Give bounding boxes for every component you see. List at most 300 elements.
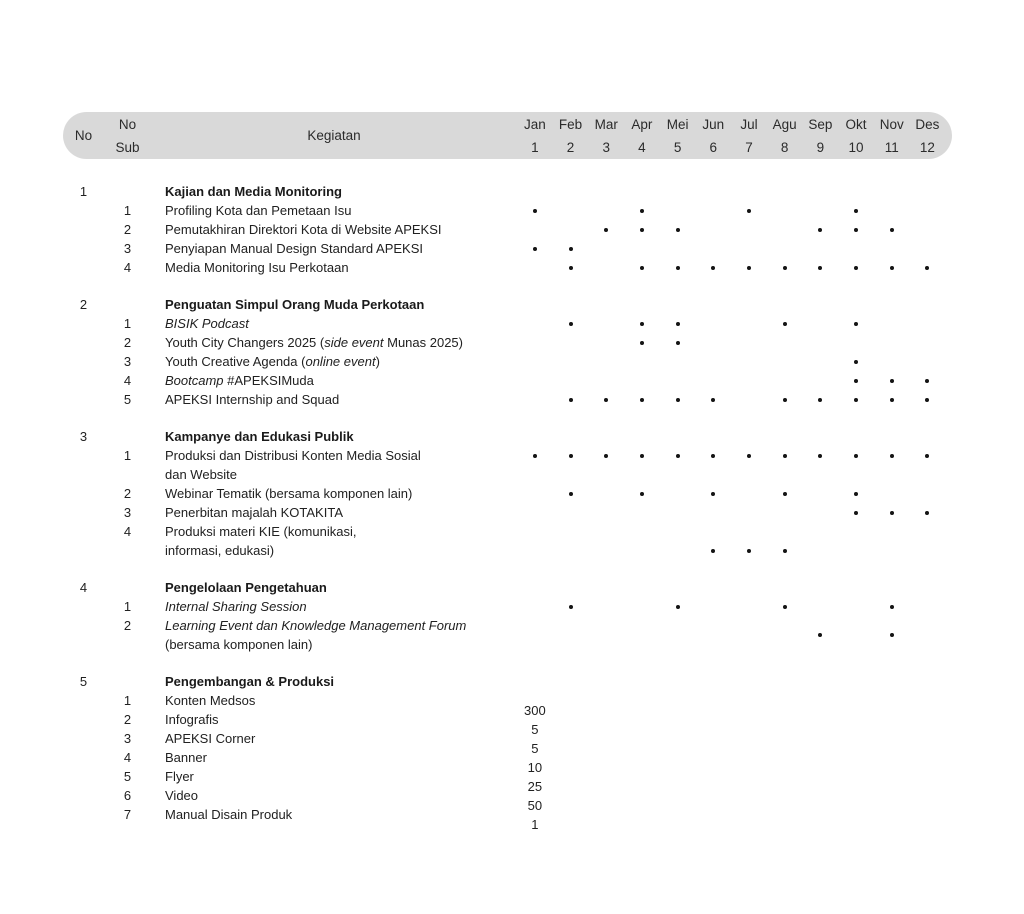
month-cell [660,239,696,258]
activity-sub-number: 1 [123,203,132,218]
month-number: 6 [709,139,718,155]
activity-label-line [165,484,517,503]
section-sub-spacer [104,182,151,201]
activity-no-spacer [63,597,104,616]
activity-label [151,484,517,503]
month-cell [517,258,553,277]
schedule-dot [854,209,858,213]
schedule-dot [747,549,751,553]
schedule-dot [569,247,573,251]
month-cell [803,729,839,748]
month-cell [517,314,553,333]
month-cell [553,371,589,390]
section-title: Kampanye dan Edukasi Publik [165,429,354,444]
month-cell [803,314,839,333]
month-cell [553,691,589,710]
activity-label-line [165,333,517,352]
month-cell [910,258,946,277]
section [63,672,952,832]
column-header-kegiatan: Kegiatan [307,128,361,143]
month-column-header [553,113,589,159]
schedule-dot [569,605,573,609]
section-sub-spacer [104,578,151,597]
month-cell [838,314,874,333]
month-cell [660,503,696,522]
month-cell [588,522,624,560]
schedule-dot [747,266,751,270]
month-cell [767,597,803,616]
month-cell [660,786,696,805]
month-cell [553,729,589,748]
month-name: Apr [631,116,653,132]
activity-label-line [165,220,517,239]
month-cell [767,446,803,484]
section-number: 3 [79,429,88,444]
month-cell [767,220,803,239]
activity-row [63,616,952,654]
month-cell [624,597,660,616]
month-cell [624,710,660,729]
month-name: Des [915,116,940,132]
month-cell [553,710,589,729]
activity-label [151,258,517,277]
schedule-dot [783,266,787,270]
month-cell [731,352,767,371]
month-cell [838,597,874,616]
month-cell [731,786,767,805]
month-cell [731,333,767,352]
month-cell [731,220,767,239]
month-cell [660,371,696,390]
month-cell [660,220,696,239]
month-cell [731,691,767,710]
month-cell [767,201,803,220]
month-cell [803,786,839,805]
month-cell [517,729,553,756]
activity-no-spacer [63,352,104,371]
month-cell [695,710,731,729]
activity-label [151,748,517,767]
month-cell [874,390,910,409]
activity-label [151,220,517,239]
activity-row [63,729,952,756]
activity-label-text: Penerbitan majalah KOTAKITA [165,505,343,520]
activity-row [63,503,952,522]
schedule-dot [854,492,858,496]
month-cell [767,748,803,767]
month-cell [553,258,589,277]
month-cell [695,333,731,352]
month-cell [731,258,767,277]
month-name: Jul [740,116,758,132]
schedule-dot [783,454,787,458]
month-cell [731,201,767,220]
month-cell [767,805,803,824]
schedule-dot [640,266,644,270]
activity-no-spacer [63,522,104,560]
month-cell [838,446,874,484]
month-cell [874,201,910,220]
schedule-dot [925,379,929,383]
month-cell [553,390,589,409]
section-header-row [63,295,952,314]
month-cell [803,767,839,786]
schedule-dot [818,398,822,402]
table-body [63,182,952,842]
activity-row [63,239,952,258]
activity-no-spacer [63,691,104,710]
schedule-dot [747,454,751,458]
month-cell [588,390,624,409]
month-cell [517,201,553,220]
activity-label-line [165,767,517,786]
month-cell [874,258,910,277]
activity-label-line [165,258,517,277]
month-cell [660,710,696,729]
quantity-value: 300 [523,703,546,718]
activity-label-line [165,371,517,390]
table-header-row [63,112,952,159]
schedule-dot [818,228,822,232]
month-cell [838,691,874,710]
month-column-header [731,113,767,159]
month-cell [695,314,731,333]
month-cell [874,691,910,710]
month-number: 10 [848,139,864,155]
month-cell [838,333,874,352]
activity-sub-number: 3 [123,731,132,746]
section-number: 5 [79,674,88,689]
month-cell [838,503,874,522]
month-cell [910,522,946,560]
activity-row [63,767,952,794]
activity-sub-number: 2 [123,712,132,727]
month-cell [874,446,910,484]
activity-sub-number: 4 [123,373,132,388]
month-name: Sep [808,116,833,132]
month-cell [731,729,767,748]
month-cell [660,446,696,484]
schedule-dot [711,454,715,458]
activity-row [63,446,952,484]
month-cell [588,691,624,710]
activity-label [151,446,517,484]
month-number: 7 [745,139,753,155]
activity-sub-number: 3 [123,354,132,369]
activity-label-line [165,805,517,824]
month-number: 5 [673,139,682,155]
month-cell [553,446,589,484]
month-cell [838,729,874,748]
month-cell [910,333,946,352]
month-cell [660,805,696,824]
column-header-no-sub-line: Sub [115,139,140,155]
month-cell [767,710,803,729]
month-column-header [838,113,874,159]
activity-label-text: (bersama komponen lain) [165,637,313,652]
month-column-header [910,113,946,159]
activity-sub-number: 4 [123,524,132,539]
month-cell [695,484,731,503]
month-cell [910,314,946,333]
schedule-dot [569,266,573,270]
activity-label-line [165,465,517,484]
month-cell [838,805,874,824]
month-cell [553,522,589,560]
month-cell [767,371,803,390]
month-cell [695,503,731,522]
month-name: Okt [845,116,867,132]
month-name: Jan [523,116,546,132]
month-cell [517,484,553,503]
activity-sub-number: 1 [123,599,132,614]
month-cell [910,710,946,729]
section-header-row [63,672,952,691]
activity-label [151,371,517,390]
schedule-dot [533,209,537,213]
month-cell [588,767,624,786]
activity-label-line [165,446,517,465]
month-cell [588,446,624,484]
month-cell [588,786,624,805]
month-cell [517,786,553,813]
month-cell [874,748,910,767]
activity-row [63,352,952,371]
schedule-dot [925,398,929,402]
column-header-no: No [74,128,93,143]
month-cell [803,484,839,503]
month-cell [838,201,874,220]
month-cell [624,748,660,767]
section-sub-spacer [104,295,151,314]
section-title: Pengembangan & Produksi [165,674,335,689]
schedule-dot [569,454,573,458]
activity-row [63,786,952,813]
activity-label-text: informasi, edukasi) [165,543,275,558]
activity-label-text: Bootcamp [165,373,224,388]
month-cell [624,258,660,277]
activity-row [63,333,952,352]
activity-no-spacer [63,786,104,805]
month-cell [803,258,839,277]
schedule-dot [569,492,573,496]
activity-sub-number: 7 [123,807,132,822]
month-cell [767,352,803,371]
month-cell [767,691,803,710]
schedule-dot [854,228,858,232]
activity-label-text: Learning Event dan Knowledge Management Forum [165,618,467,633]
activity-label-text: Webinar Tematik (bersama komponen lain) [165,486,413,501]
month-column-header [624,113,660,159]
month-cell [660,352,696,371]
month-number: 1 [531,139,539,155]
activity-row [63,748,952,775]
month-cell [588,258,624,277]
month-cell [553,220,589,239]
activity-label-line [165,522,517,541]
month-cell [695,691,731,710]
activity-row [63,220,952,239]
month-cell [695,352,731,371]
month-cell [695,371,731,390]
month-cell [874,786,910,805]
month-cell [731,390,767,409]
schedule-dot [854,379,858,383]
activity-no-spacer [63,314,104,333]
activity-label-line [165,541,517,560]
month-cell [767,767,803,786]
activity-no-spacer [63,503,104,522]
month-cell [517,522,553,560]
schedule-dot [854,322,858,326]
month-cell [731,371,767,390]
schedule-dot [783,605,787,609]
activity-label-text: Penyiapan Manual Design Standard APEKSI [165,241,424,256]
schedule-dot [818,633,822,637]
month-cell [553,503,589,522]
activity-row [63,390,952,409]
month-cell [624,352,660,371]
schedule-dot [640,322,644,326]
month-cell [874,352,910,371]
month-cell [910,503,946,522]
activity-label [151,503,517,522]
month-cell [767,522,803,560]
month-cell [588,484,624,503]
month-cell [624,616,660,654]
activity-no-spacer [63,258,104,277]
month-cell [588,616,624,654]
activity-label-text: Youth Creative Agenda ( [165,354,306,369]
month-cell [910,352,946,371]
activity-label [151,729,517,748]
month-cell [517,371,553,390]
month-cell [517,220,553,239]
schedule-dot [640,209,644,213]
month-cell [553,239,589,258]
month-cell [874,314,910,333]
column-header-no-sub [104,113,151,159]
activity-label [151,333,517,352]
schedule-dot [854,360,858,364]
month-cell [838,748,874,767]
activity-sub-number: 3 [123,241,132,256]
month-cell [588,220,624,239]
month-number: 12 [919,139,935,155]
schedule-dot [925,511,929,515]
month-cell [874,710,910,729]
month-cell [624,371,660,390]
month-cell [910,484,946,503]
month-cell [838,767,874,786]
schedule-dot [569,322,573,326]
activity-label [151,616,517,654]
month-cell [838,786,874,805]
month-cell [695,616,731,654]
month-cell [838,616,874,654]
activity-label-text: APEKSI Corner [165,731,256,746]
month-cell [910,786,946,805]
activity-label-text: BISIK Podcast [165,316,249,331]
month-cell [767,314,803,333]
activity-sub-number: 1 [123,448,132,463]
schedule-dot [604,228,608,232]
activity-row [63,597,952,616]
column-header-no-sub-line: No [118,116,137,132]
schedule-dot [640,492,644,496]
activity-sub-number: 6 [123,788,132,803]
month-cell [803,333,839,352]
activity-label [151,710,517,729]
month-cell [517,503,553,522]
schedule-dot [890,266,894,270]
month-cell [910,220,946,239]
month-cell [588,333,624,352]
schedule-dot [676,454,680,458]
month-cell [838,710,874,729]
month-column-header [874,113,910,159]
month-cell [731,484,767,503]
month-cell [660,258,696,277]
activity-label [151,352,517,371]
month-cell [910,597,946,616]
schedule-dot [854,511,858,515]
month-cell [588,805,624,824]
month-cell [553,616,589,654]
activity-label-line [165,729,517,748]
month-cell [910,201,946,220]
activity-label-text: Produksi dan Distribusi Konten Media Sosial [165,448,421,463]
month-cell [695,220,731,239]
month-cell [874,616,910,654]
activity-label [151,691,517,710]
month-cell [588,503,624,522]
month-cell [695,390,731,409]
section-number: 1 [79,184,88,199]
schedule-dot [890,511,894,515]
activity-label [151,314,517,333]
section-number: 2 [79,297,88,312]
activity-sub-number: 5 [123,769,132,784]
month-cell [517,597,553,616]
month-cell [803,201,839,220]
month-cell [695,786,731,805]
section-title: Kajian dan Media Monitoring [165,184,342,199]
month-cell [910,805,946,824]
month-cell [624,314,660,333]
month-cell [731,767,767,786]
schedule-dot [640,454,644,458]
schedule-dot [890,228,894,232]
activity-row [63,371,952,390]
month-cell [517,352,553,371]
month-cell [517,691,553,718]
month-cell [553,805,589,824]
month-cell [588,314,624,333]
activity-label-text: Profiling Kota dan Pemetaan Isu [165,203,352,218]
month-cell [731,314,767,333]
month-cell [553,333,589,352]
schedule-dot [854,454,858,458]
activity-row [63,710,952,737]
month-cell [695,748,731,767]
month-cell [588,597,624,616]
month-name: Jun [702,116,725,132]
month-number: 11 [884,139,899,155]
month-cell [803,239,839,258]
section-sub-spacer [104,427,151,446]
month-cell [910,691,946,710]
